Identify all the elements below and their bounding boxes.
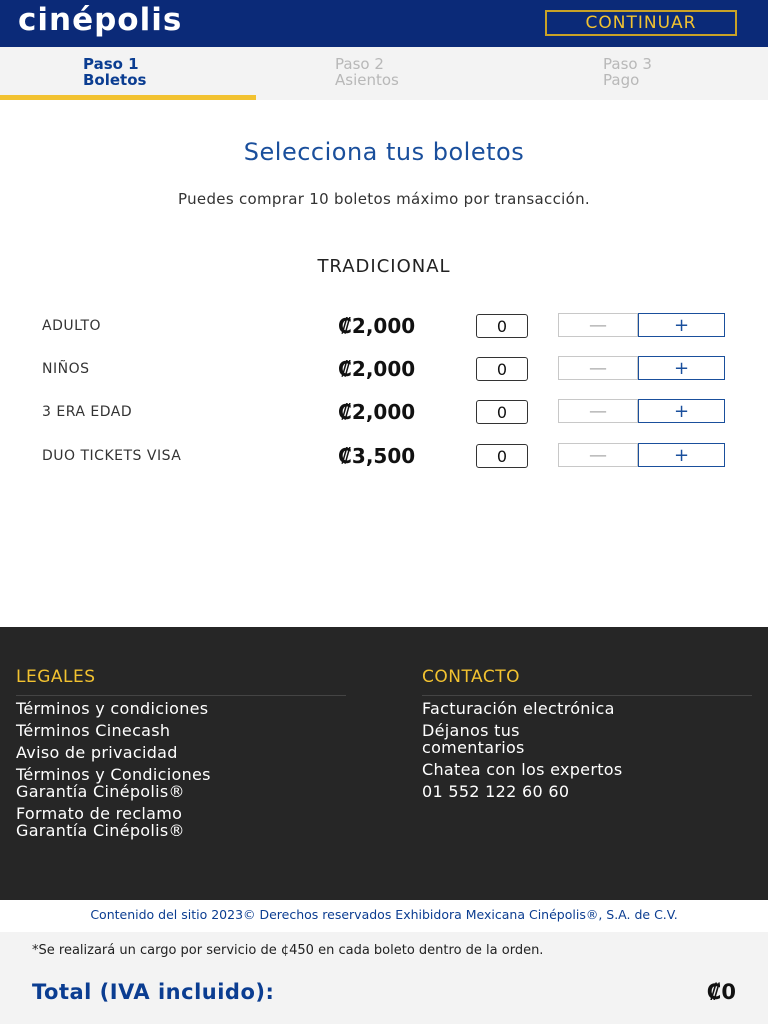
decrease-button[interactable]: — (558, 313, 638, 337)
link-terminos-condiciones[interactable]: Términos y condiciones (16, 699, 209, 718)
increase-button[interactable]: + (638, 443, 725, 467)
link-aviso-privacidad[interactable]: Aviso de privacidad (16, 743, 178, 762)
step-number: Paso 2 (335, 55, 384, 73)
step-number: Paso 3 (603, 55, 652, 73)
site-footer (0, 627, 768, 900)
continue-button[interactable]: CONTINUAR (545, 10, 737, 36)
step-3-pago (603, 56, 652, 88)
contacto-links (422, 700, 752, 800)
ticket-name: ADULTO (42, 318, 102, 334)
legales-links (16, 700, 346, 839)
total-label: Total (IVA incluido): (32, 980, 275, 1004)
link-formato-reclamo[interactable]: Formato de reclamo Garantía Cinépolis® (16, 804, 185, 840)
purchase-limit-note: Puedes comprar 10 boletos máximo por transacción. (178, 190, 590, 208)
step-label: Asientos (335, 71, 399, 89)
ticket-row-tercera-edad (0, 399, 768, 429)
ticket-quantity: 0 (476, 357, 528, 381)
footer-heading-contacto: CONTACTO (422, 667, 752, 696)
page-title: Selecciona tus boletos (243, 138, 525, 166)
ticket-price: ₡2,000 (338, 357, 416, 381)
total-value: ₡0 (706, 980, 736, 1004)
ticket-row-duo-visa (0, 443, 768, 473)
ticket-quantity: 0 (476, 444, 528, 468)
step-2-asientos (335, 56, 399, 88)
active-step-indicator (0, 95, 256, 100)
order-summary (0, 932, 768, 1024)
step-1-boletos[interactable] (83, 56, 146, 88)
ticket-name: DUO TICKETS VISA (42, 448, 182, 464)
ticket-quantity: 0 (476, 400, 528, 424)
decrease-button[interactable]: — (558, 399, 638, 423)
step-label: Pago (603, 71, 640, 89)
link-terminos-garantia[interactable]: Términos y Condiciones Garantía Cinépolis® (16, 765, 211, 801)
decrease-button[interactable]: — (558, 356, 638, 380)
decrease-button[interactable]: — (558, 443, 638, 467)
increase-button[interactable]: + (638, 313, 725, 337)
ticket-quantity: 0 (476, 314, 528, 338)
ticket-price: ₡2,000 (338, 400, 416, 424)
link-comentarios[interactable]: Déjanos tus comentarios (422, 721, 525, 757)
step-number: Paso 1 (83, 55, 139, 73)
ticket-price: ₡2,000 (338, 314, 416, 338)
footer-legales (16, 667, 346, 844)
ticket-name: NIÑOS (42, 361, 90, 377)
cinepolis-logo[interactable]: cinépolis (18, 2, 183, 38)
link-terminos-cinecash[interactable]: Términos Cinecash (16, 721, 171, 740)
footer-heading-legales: LEGALES (16, 667, 346, 696)
ticket-row-ninos (0, 356, 768, 386)
ticket-price: ₡3,500 (338, 444, 416, 468)
ticket-row-adulto (0, 313, 768, 343)
ticket-name: 3 ERA EDAD (42, 404, 133, 420)
increase-button[interactable]: + (638, 356, 725, 380)
footer-contacto (422, 667, 752, 805)
checkout-steps (0, 47, 768, 100)
increase-button[interactable]: + (638, 399, 725, 423)
step-label: Boletos (83, 71, 147, 89)
link-facturacion[interactable]: Facturación electrónica (422, 699, 615, 718)
format-heading: TRADICIONAL (317, 256, 451, 277)
copyright-notice: Contenido del sitio 2023© Derechos reservados Exhibidora Mexicana Cinépolis®, S.A. de C.V. (0, 908, 768, 930)
top-header (0, 0, 768, 47)
link-chat-expertos[interactable]: Chatea con los expertos (422, 760, 623, 779)
service-charge-note: *Se realizará un cargo por servicio de ¢450 en cada boleto dentro de la orden. (32, 943, 544, 958)
link-telefono[interactable]: 01 552 122 60 60 (422, 782, 570, 801)
